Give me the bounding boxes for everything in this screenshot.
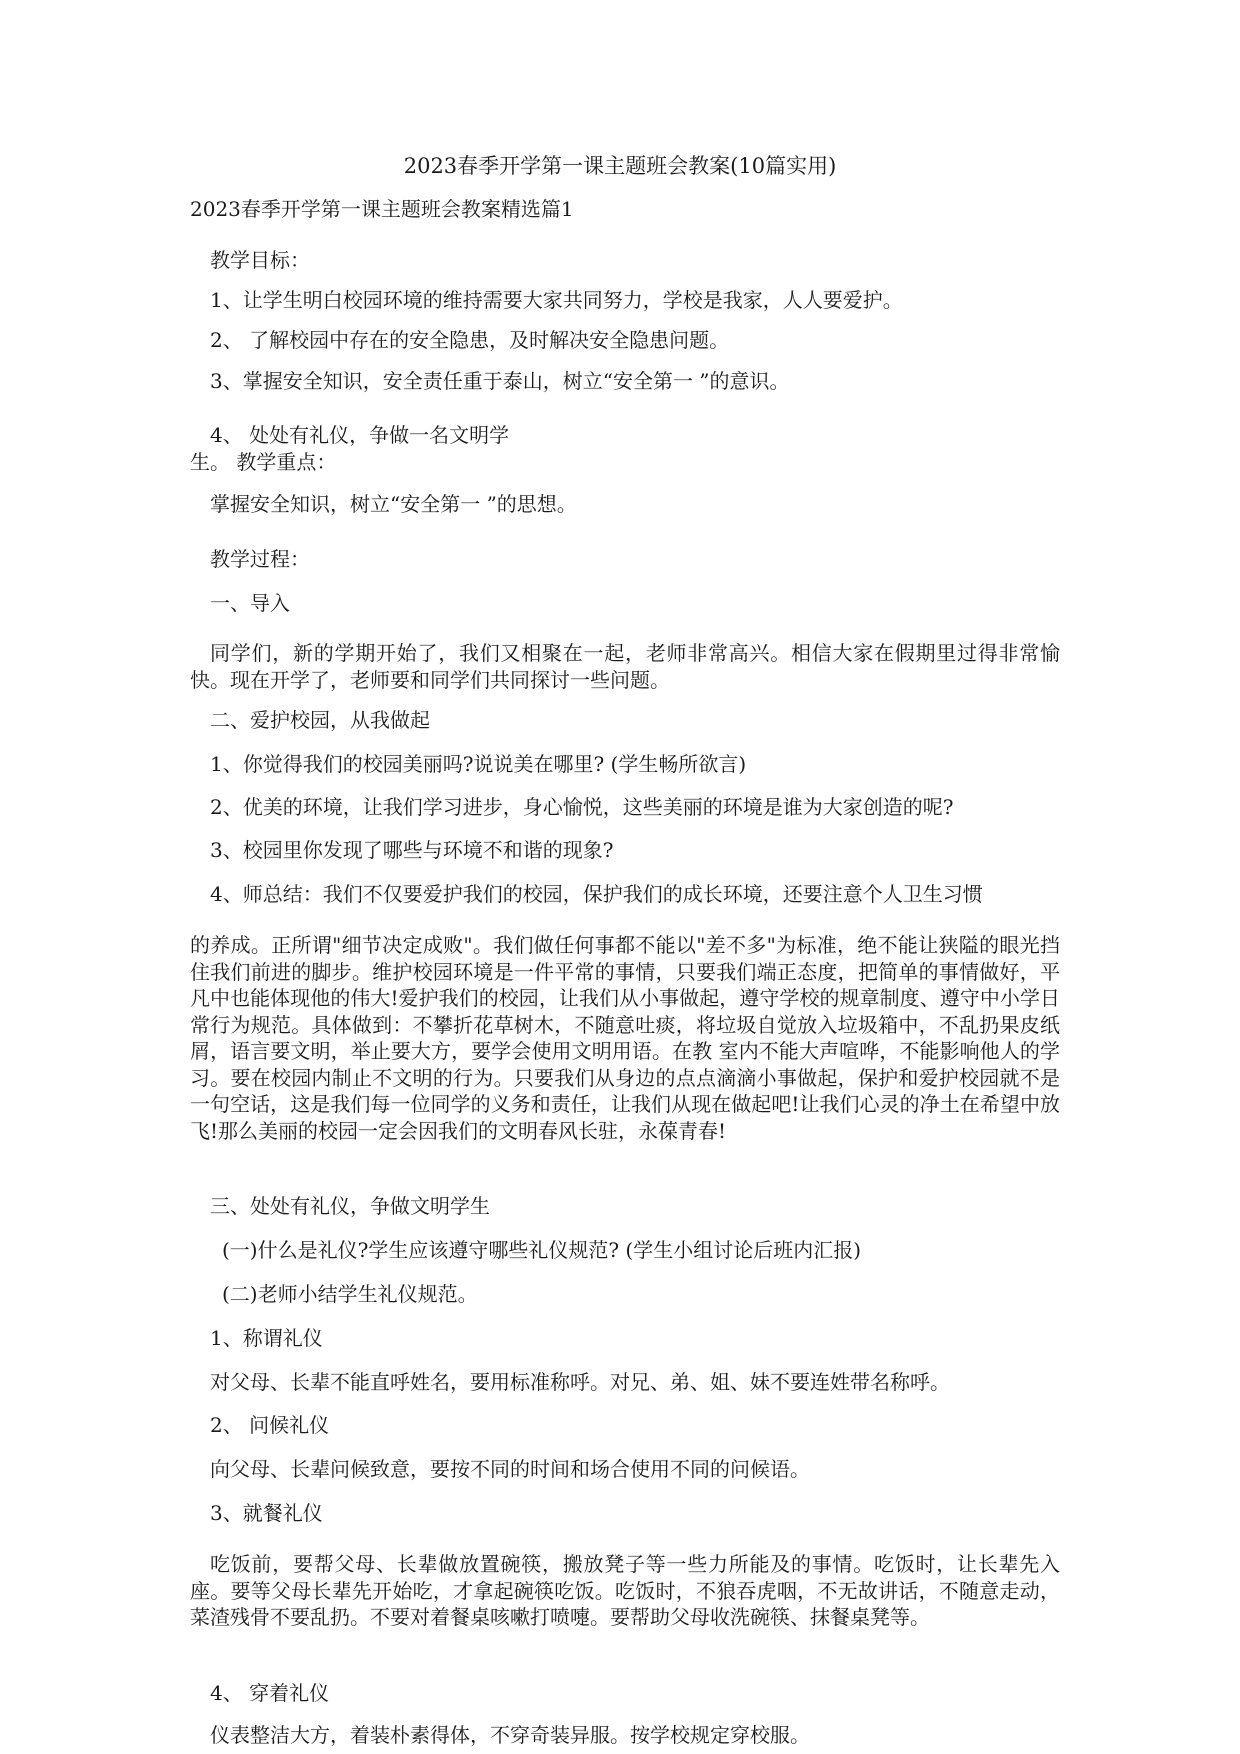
text-line: 一、导入 — [210, 591, 290, 615]
text-line: 二、爱护校园，从我做起 — [210, 708, 430, 732]
text-line: 4、师总结：我们不仅要爱护我们的校园，保护我们的成长环境，还要注意个人卫生习惯 — [210, 882, 983, 906]
text-line: 向父母、长辈问候致意，要按不同的时间和场合使用不同的问候语。 — [210, 1457, 810, 1481]
text-line: 4、 处处有礼仪，争做一名文明学 — [210, 423, 510, 447]
document-title: 2023春季开学第一课主题班会教案(10篇实用) — [403, 154, 837, 178]
text-line: 4、 穿着礼仪 — [210, 1681, 330, 1705]
text-line: 掌握安全知识，树立“安全第一 ”的思想。 — [210, 492, 577, 516]
text-line: 2、优美的环境，让我们学习进步，身心愉悦，这些美丽的环境是谁为大家创造的呢? — [210, 795, 954, 819]
text-line: 1、让学生明白校园环境的维持需要大家共同努力，学校是我家，人人要爱护。 — [210, 288, 903, 312]
text-line: 教学过程： — [210, 547, 310, 571]
text-line: 生。 教学重点： — [190, 450, 337, 474]
text-line: (二)老师小结学生礼仪规范。 — [222, 1282, 478, 1306]
text-line: 仪表整洁大方，着装朴素得体，不穿奇装异服。按学校规定穿校服。 — [210, 1723, 810, 1747]
paragraph: 同学们，新的学期开始了，我们又相聚在一起，老师非常高兴。相信大家在假期里过得非常愉快。现在开学了，老师要和同学们共同探讨一些问题。 — [190, 641, 1060, 692]
text-line: 1、你觉得我们的校园美丽吗?说说美在哪里? (学生畅所欲言) — [210, 752, 747, 776]
text-line: 三、处处有礼仪，争做文明学生 — [210, 1194, 490, 1218]
text-line: (一)什么是礼仪?学生应该遵守哪些礼仪规范? (学生小组讨论后班内汇报) — [222, 1238, 862, 1262]
paragraph: 的养成。正所谓"细节决定成败"。我们做任何事都不能以"差不多"为标准，绝不能让狭隘的眼光挡住我们前进的脚步。维护校园环境是一件平常的事情，只要我们端正态度，把简单的事情做好，平凡中也能体现他的伟大!爱护我们的校园，让我们从小事做起，遵守学校的规章制度、遵守中小学日常行为规范。具体做到：不攀折花草树木，不随意吐痰，将垃圾自觉放入垃圾箱中，不乱扔果皮纸屑，语言要文明，举止要大方，要学会使用文明用语。在教 室内不能大声喧哗，不能影响他人的学习。要在校园内制止不文明的行为。只要我们从身边的点点滴滴小事做起，保护和爱护校园就不是一句空话，这是我们每一位同学的义务和责任，让我们从现在做起吧!让我们心灵的净土在希望中放飞!那么美丽的校园一定会因我们的文明春风长驻，永葆青春! — [190, 933, 1060, 1143]
text-line: 1、称谓礼仪 — [210, 1326, 323, 1350]
text-line: 对父母、长辈不能直呼姓名，要用标准称呼。对兄、弟、姐、妹不要连姓带名称呼。 — [210, 1370, 950, 1394]
section-heading: 2023春季开学第一课主题班会教案精选篇1 — [190, 197, 574, 221]
text-line: 2、 问候礼仪 — [210, 1413, 330, 1437]
paragraph: 吃饭前，要帮父母、长辈做放置碗筷，搬放凳子等一些力所能及的事情。吃饭时，让长辈先入座。要等父母长辈先开始吃，才拿起碗筷吃饭。吃饭时，不狼吞虎咽，不无故讲话，不随意走动，菜渣残骨不要乱扔。不要对着餐桌咳嗽打喷嚏。要帮助父母收洗碗筷、抹餐桌凳等。 — [190, 1552, 1060, 1629]
text-line: 3、掌握安全知识，安全责任重于泰山，树立“安全第一 ”的意识。 — [210, 369, 790, 393]
text-line: 教学目标： — [210, 248, 310, 272]
text-line: 2、 了解校园中存在的安全隐患，及时解决安全隐患问题。 — [210, 328, 730, 352]
text-line: 3、校园里你发现了哪些与环境不和谐的现象? — [210, 838, 614, 862]
text-line: 3、就餐礼仪 — [210, 1501, 323, 1525]
